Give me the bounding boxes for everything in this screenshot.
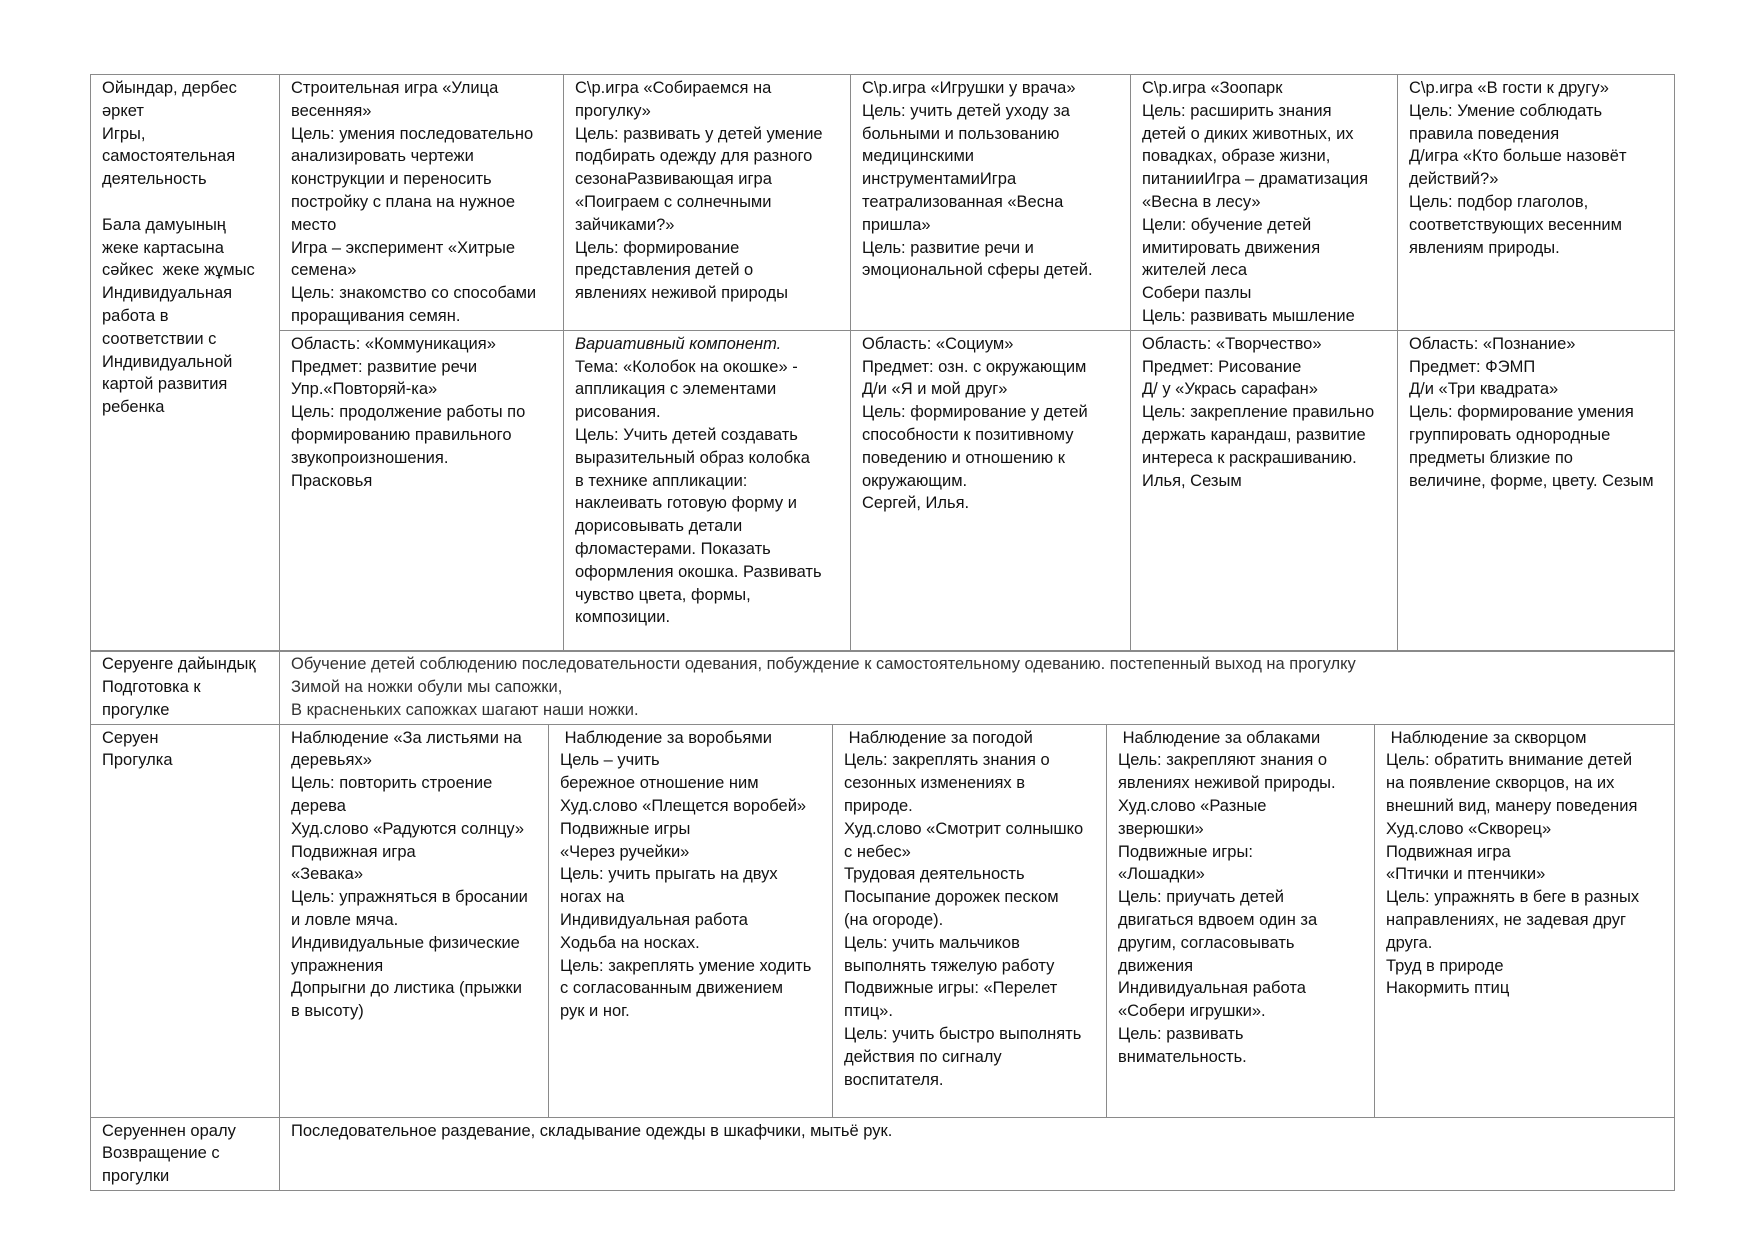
text-line: Д/и «Три квадрата» bbox=[1409, 380, 1559, 399]
text-line: Серуен bbox=[102, 728, 159, 747]
text-line: Худ.слово «Смотрит солнышко bbox=[844, 819, 1084, 838]
text-line: жителей леса bbox=[1142, 261, 1248, 280]
text-line: постройку с плана на нужное bbox=[291, 192, 516, 211]
text-line: детей о диких животных, их bbox=[1142, 124, 1354, 143]
text-line: Подвижные игры bbox=[560, 819, 691, 838]
text-line: Цель: формирование у детей bbox=[862, 403, 1088, 422]
text-line: әркет bbox=[102, 101, 144, 120]
text-line: С\р.игра «В гости к другу» bbox=[1409, 79, 1609, 97]
text-line: подбирать одежду для разного bbox=[575, 147, 813, 166]
text-line: Тема: «Колобок на окошке» - bbox=[575, 357, 798, 376]
return-label-cell bbox=[91, 1117, 280, 1190]
schedule-table-walk bbox=[90, 650, 1675, 1191]
individual-work-cell bbox=[564, 330, 851, 651]
text-line: Предмет: ФЭМП bbox=[1409, 357, 1536, 376]
walk-cell bbox=[833, 724, 1107, 1117]
text-line: и ловле мяча. bbox=[291, 911, 399, 930]
text-line: Цель: упражняться в бросании bbox=[291, 888, 528, 907]
text-line: дерева bbox=[291, 797, 346, 816]
text-line: правила поведения bbox=[1409, 124, 1560, 143]
text-line: Индивидуальные физические bbox=[291, 933, 520, 952]
text-line: Цель: учить мальчиков bbox=[844, 933, 1020, 952]
text-line: Худ.слово «Скворец» bbox=[1386, 819, 1552, 838]
text-line: медицинскими bbox=[862, 147, 975, 166]
text-line: Худ.слово «Плещется воробей» bbox=[560, 797, 807, 816]
text-line: наклеивать готовую форму и bbox=[575, 494, 797, 513]
prep-label-cell bbox=[91, 651, 280, 724]
text-line: Цель: приучать детей bbox=[1118, 888, 1284, 907]
text-line: инструментамиИгра bbox=[862, 170, 1017, 189]
text-line: (на огороде). bbox=[844, 911, 944, 930]
text-line: место bbox=[291, 215, 337, 234]
text-line: Область: «Познание» bbox=[1409, 334, 1576, 353]
text-line: деревьях» bbox=[291, 751, 372, 770]
text-line: Накормить птиц bbox=[1386, 979, 1510, 998]
text-line: Игры, bbox=[102, 124, 146, 143]
return-row bbox=[91, 1117, 1675, 1190]
text-line: театрализованная «Весна bbox=[862, 192, 1064, 211]
text-line: Цель: закрепление правильно bbox=[1142, 403, 1375, 422]
individual-work-cell bbox=[280, 330, 564, 651]
text-line: в технике аппликации: bbox=[575, 471, 748, 490]
text-line: Серуенге дайындық bbox=[102, 655, 256, 674]
text-line: сезонаРазвивающая игра bbox=[575, 170, 772, 189]
games-label bbox=[102, 77, 269, 419]
text-line: Трудовая деятельность bbox=[844, 865, 1025, 884]
text-line: соответствующих весенним bbox=[1409, 215, 1622, 234]
text-line: Цель: развитие речи и bbox=[862, 238, 1034, 257]
walk-cell bbox=[1107, 724, 1375, 1117]
text-line: двигаться вдвоем один за bbox=[1118, 911, 1318, 930]
text-line: Подвижная игра bbox=[1386, 842, 1511, 861]
text-line: Д/игра «Кто больше назовёт bbox=[1409, 147, 1627, 166]
text-line: Упр.«Повторяй-ка» bbox=[291, 380, 438, 399]
text-line: Обучение детей соблюдению последовательности одевания, побуждение к самостоятельному одеванию. постепенный выход на прогулку bbox=[291, 655, 1356, 674]
text-line: явлениям природы. bbox=[1409, 238, 1560, 257]
text-line: Индивидуальной bbox=[102, 352, 233, 371]
text-line: величине, форме, цвету. Сезым bbox=[1409, 471, 1654, 490]
text-line: Цель: Учить детей создавать bbox=[575, 425, 798, 444]
text-line: Цель: закрепляют знания о bbox=[1118, 751, 1328, 770]
text-line: интереса к раскрашиванию. bbox=[1142, 448, 1357, 467]
text-line: Вариативный компонент. bbox=[575, 334, 782, 353]
text-line: Индивидуальная bbox=[102, 284, 233, 303]
text-line: Цель: подбор глаголов, bbox=[1409, 192, 1589, 211]
text-line: действия по сигналу bbox=[844, 1047, 1002, 1066]
text-line: Д/ у «Укрась сарафан» bbox=[1142, 380, 1318, 399]
text-line: Цель: Умение соблюдать bbox=[1409, 101, 1603, 120]
text-line: «Лошадки» bbox=[1118, 865, 1205, 884]
text-line: «Птички и птенчики» bbox=[1386, 865, 1546, 884]
text-line: жеке картасына bbox=[102, 238, 224, 257]
text-line: сезонных изменениях в bbox=[844, 774, 1025, 793]
text-line: С\р.игра «Игрушки у врача» bbox=[862, 79, 1076, 97]
text-line: «Весна в лесу» bbox=[1142, 192, 1261, 211]
text-line: окружающим. bbox=[862, 471, 968, 490]
walk-cell bbox=[280, 724, 549, 1117]
text-line: Строительная игра «Улица bbox=[291, 79, 499, 97]
text-line: бережное отношение ним bbox=[560, 774, 759, 793]
text-line: Индивидуальная работа bbox=[560, 911, 748, 930]
text-line: больными и пользованию bbox=[862, 124, 1060, 143]
text-line: упражнения bbox=[291, 956, 384, 975]
text-line: чувство цвета, формы, bbox=[575, 585, 751, 604]
text-line: явлениях неживой природы bbox=[575, 284, 788, 303]
games-row-1 bbox=[91, 75, 1675, 331]
text-line: проращивания семян. bbox=[291, 306, 461, 325]
text-line: С\р.игра «Зоопарк bbox=[1142, 79, 1283, 97]
text-line: Наблюдение за воробьями bbox=[560, 728, 772, 747]
text-line: Цель: повторить строение bbox=[291, 774, 493, 793]
text-line: ногах на bbox=[560, 888, 625, 907]
text-line: Наблюдение «За листьями на bbox=[291, 728, 522, 747]
text-line: Цель: расширить знания bbox=[1142, 101, 1332, 120]
individual-work-cell bbox=[1398, 330, 1675, 651]
text-line: имитировать движения bbox=[1142, 238, 1321, 257]
text-line: ребенка bbox=[102, 398, 165, 417]
text-line: Цель: умения последовательно bbox=[291, 124, 534, 143]
text-line: семена» bbox=[291, 261, 357, 280]
schedule-table bbox=[90, 74, 1675, 652]
text-line: Игра – эксперимент «Хитрые bbox=[291, 238, 516, 257]
text-line: Подвижная игра bbox=[291, 842, 416, 861]
walk-cell bbox=[1375, 724, 1675, 1117]
blank-line bbox=[102, 191, 269, 214]
text-line: весенняя» bbox=[291, 101, 372, 120]
text-line: Илья, Сезым bbox=[1142, 471, 1242, 490]
text-line: деятельность bbox=[102, 170, 207, 189]
text-line: предметы близкие по bbox=[1409, 448, 1573, 467]
text-line: поведению и отношению к bbox=[862, 448, 1065, 467]
text-line: дорисовывать детали bbox=[575, 517, 743, 536]
text-line: пришла» bbox=[862, 215, 931, 234]
text-line: Ойындар, дербес bbox=[102, 79, 237, 97]
text-line: Цель: продолжение работы по bbox=[291, 403, 526, 422]
text-line: Подвижные игры: «Перелет bbox=[844, 979, 1058, 998]
text-line: Собери пазлы bbox=[1142, 284, 1252, 303]
text-line: Труд в природе bbox=[1386, 956, 1504, 975]
text-line: сәйкес жеке жұмыс bbox=[102, 261, 255, 280]
text-line: Ходьба на носках. bbox=[560, 933, 700, 952]
text-line: Подготовка к bbox=[102, 678, 201, 697]
text-line: явлениях неживой природы. bbox=[1118, 774, 1336, 793]
games-label-cell bbox=[91, 75, 280, 652]
text-line: фломастерами. Показать bbox=[575, 539, 771, 558]
text-line: Цель: формирование умения bbox=[1409, 403, 1634, 422]
text-line: Подвижные игры: bbox=[1118, 842, 1253, 861]
walk-cell bbox=[549, 724, 833, 1117]
text-line: «Через ручейки» bbox=[560, 842, 690, 861]
text-line: «Собери игрушки». bbox=[1118, 1002, 1266, 1021]
walk-row bbox=[91, 724, 1675, 1117]
text-line: С\р.игра «Собираемся на bbox=[575, 79, 772, 97]
text-line: Цель: учить прыгать на двух bbox=[560, 865, 778, 884]
text-line: эмоциональной сферы детей. bbox=[862, 261, 1093, 280]
text-line: формированию правильного bbox=[291, 425, 512, 444]
text-line: самостоятельная bbox=[102, 147, 236, 166]
text-line: группировать однородные bbox=[1409, 425, 1611, 444]
text-line: картой развития bbox=[102, 375, 228, 394]
text-line: Индивидуальная работа bbox=[1118, 979, 1306, 998]
individual-work-cell bbox=[851, 330, 1131, 651]
text-line: конструкции и переносить bbox=[291, 170, 492, 189]
text-line: друга. bbox=[1386, 933, 1433, 952]
text-line: представления детей о bbox=[575, 261, 754, 280]
text-line: соответствии с bbox=[102, 329, 217, 348]
text-line: выполнять тяжелую работу bbox=[844, 956, 1055, 975]
text-line: Цели: обучение детей bbox=[1142, 215, 1312, 234]
text-line: прогулку» bbox=[575, 101, 651, 120]
prep-row bbox=[91, 651, 1675, 724]
text-line: Прогулка bbox=[102, 751, 173, 770]
text-line: с небес» bbox=[844, 842, 911, 861]
text-line: Цель: закреплять умение ходить bbox=[560, 956, 812, 975]
text-line: Бала дамуының bbox=[102, 215, 226, 234]
text-line: Наблюдение за скворцом bbox=[1386, 728, 1587, 747]
plan-page bbox=[90, 74, 1674, 1191]
text-line: Цель: развивать у детей умение bbox=[575, 124, 823, 143]
text-line: другим, согласовывать bbox=[1118, 933, 1295, 952]
text-line: повадках, образе жизни, bbox=[1142, 147, 1331, 166]
text-line: с согласованным движением bbox=[560, 979, 783, 998]
games-cell bbox=[851, 75, 1131, 331]
text-line: зайчиками?» bbox=[575, 215, 675, 234]
text-line: прогулке bbox=[102, 700, 170, 719]
text-line: Область: «Творчество» bbox=[1142, 334, 1322, 353]
games-cell bbox=[1398, 75, 1675, 331]
text-line: зверюшки» bbox=[1118, 819, 1204, 838]
individual-work-cell bbox=[1131, 330, 1398, 651]
text-line: на появление скворцов, на их bbox=[1386, 774, 1615, 793]
games-row-2 bbox=[91, 330, 1675, 651]
text-line: выразительный образ колобка bbox=[575, 448, 810, 467]
text-line: держать карандаш, развитие bbox=[1142, 425, 1366, 444]
text-line: Предмет: озн. с окружающим bbox=[862, 357, 1087, 376]
text-line: направлениях, не задевая друг bbox=[1386, 911, 1627, 930]
games-cell bbox=[564, 75, 851, 331]
text-line: питанииИгра – драматизация bbox=[1142, 170, 1369, 189]
text-line: звукопроизношения. bbox=[291, 448, 449, 467]
text-line: оформления окошка. Развивать bbox=[575, 562, 822, 581]
text-line: Цель: развивать мышление bbox=[1142, 306, 1355, 325]
text-line: Цель: закреплять знания о bbox=[844, 751, 1050, 770]
text-line: «Поиграем с солнечными bbox=[575, 192, 772, 211]
text-line: анализировать чертежи bbox=[291, 147, 474, 166]
text-line: Цель: учить детей уходу за bbox=[862, 101, 1070, 120]
text-line: Цель: формирование bbox=[575, 238, 740, 257]
text-line: воспитателя. bbox=[844, 1070, 944, 1089]
text-line: птиц». bbox=[844, 1002, 893, 1021]
text-line: Последовательное раздевание, складывание одежды в шкафчики, мытьё рук. bbox=[291, 1121, 893, 1140]
text-line: Цель: развивать bbox=[1118, 1025, 1244, 1044]
text-line: Прасковья bbox=[291, 471, 373, 490]
text-line: внимательность. bbox=[1118, 1047, 1247, 1066]
text-line: движения bbox=[1118, 956, 1194, 975]
text-line: действий?» bbox=[1409, 170, 1499, 189]
text-line: «Зевака» bbox=[291, 865, 364, 884]
text-line: Серуеннен оралу bbox=[102, 1121, 236, 1140]
text-line: работа в bbox=[102, 306, 169, 325]
text-line: Цель: упражнять в беге в разных bbox=[1386, 888, 1640, 907]
text-line: Область: «Социум» bbox=[862, 334, 1014, 353]
text-line: В красненьких сапожках шагают наши ножки. bbox=[291, 700, 639, 719]
text-line: Наблюдение за погодой bbox=[844, 728, 1033, 747]
text-line: Цель: учить быстро выполнять bbox=[844, 1025, 1082, 1044]
text-line: Цель: обратить внимание детей bbox=[1386, 751, 1633, 770]
return-content-cell bbox=[280, 1117, 1675, 1190]
text-line: Сергей, Илья. bbox=[862, 494, 970, 513]
text-line: Цель: знакомство со способами bbox=[291, 284, 537, 303]
text-line: композиции. bbox=[575, 608, 671, 627]
text-line: Посыпание дорожек песком bbox=[844, 888, 1059, 907]
text-line: способности к позитивному bbox=[862, 425, 1074, 444]
text-line: рук и ног. bbox=[560, 1002, 630, 1021]
prep-content-cell bbox=[280, 651, 1675, 724]
text-line: Худ.слово «Радуются солнцу» bbox=[291, 819, 525, 838]
text-line: прогулки bbox=[102, 1167, 170, 1186]
text-line: Д/и «Я и мой друг» bbox=[862, 380, 1008, 399]
text-line: Предмет: развитие речи bbox=[291, 357, 478, 376]
text-line: в высоту) bbox=[291, 1002, 364, 1021]
text-line: Наблюдение за облаками bbox=[1118, 728, 1321, 747]
text-line: рисования. bbox=[575, 403, 661, 422]
text-line: Область: «Коммуникация» bbox=[291, 334, 496, 353]
text-line: природе. bbox=[844, 797, 913, 816]
text-line: Предмет: Рисование bbox=[1142, 357, 1302, 376]
text-line: Возвращение с bbox=[102, 1144, 220, 1163]
text-line: Цель – учить bbox=[560, 751, 660, 770]
text-line: аппликация с элементами bbox=[575, 380, 777, 399]
games-cell bbox=[280, 75, 564, 331]
walk-label-cell bbox=[91, 724, 280, 1117]
text-line: Худ.слово «Разные bbox=[1118, 797, 1267, 816]
games-cell bbox=[1131, 75, 1398, 331]
text-line: внешний вид, манеру поведения bbox=[1386, 797, 1638, 816]
text-line: Зимой на ножки обули мы сапожки, bbox=[291, 678, 563, 697]
text-line: Допрыгни до листика (прыжки bbox=[291, 979, 522, 998]
